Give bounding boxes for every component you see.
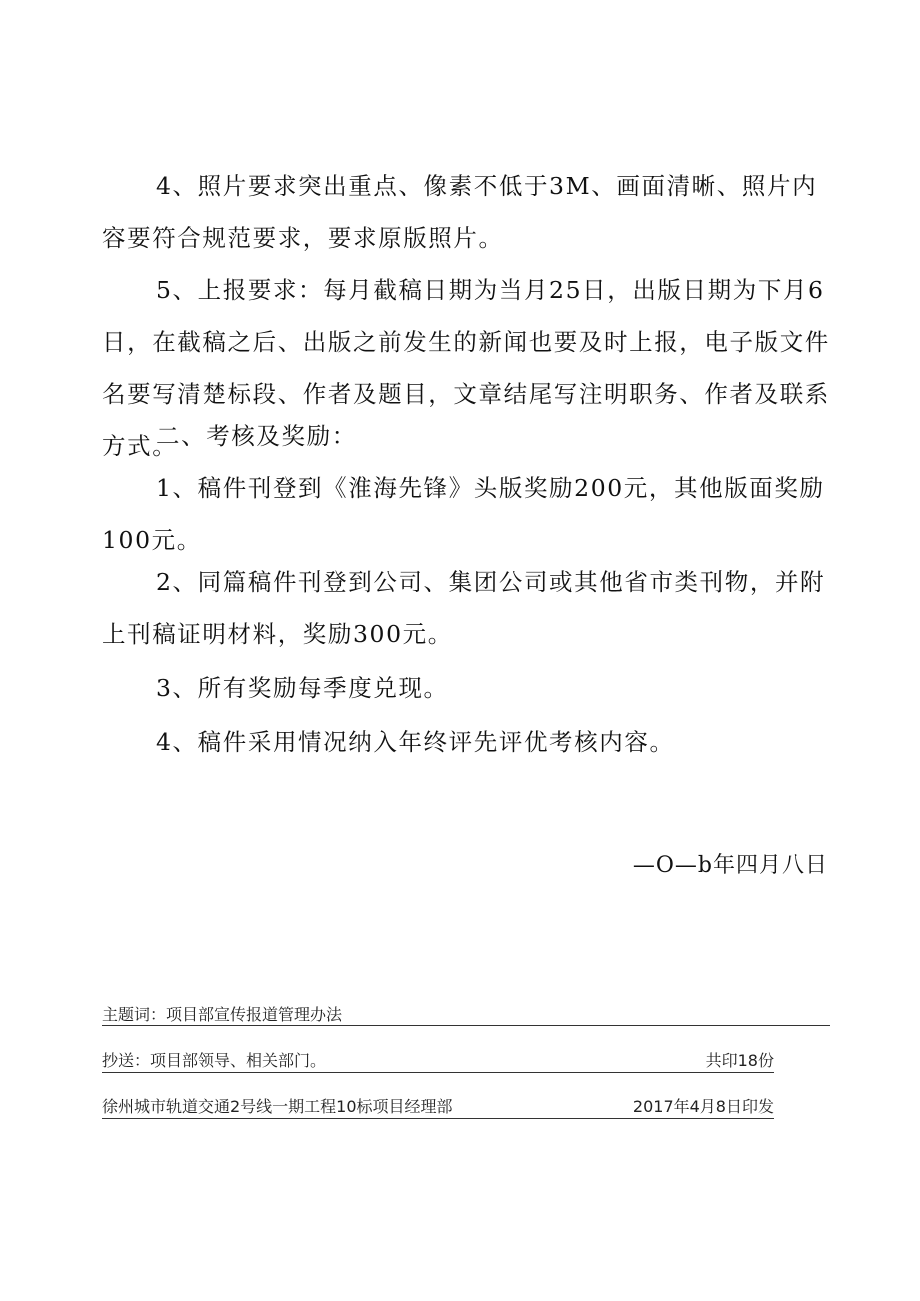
footer-copies: 共印18份 (705, 1051, 774, 1070)
footer-issuer-row (102, 1096, 774, 1118)
paragraph-photo-requirements: 4、照片要求突出重点、像素不低于3M、画面清晰、照片内容要符合规范要求，要求原版照片。 (102, 172, 818, 252)
signature-date: —O—b年四月八日 (632, 853, 828, 878)
section-heading-assessment-rewards: 二、考核及奖励： (156, 422, 357, 450)
footer-keywords: 主题词：项目部宣传报道管理办法 (102, 1005, 343, 1024)
footer-divider-middle (102, 1072, 774, 1073)
paragraph-submission-requirements: 5、上报要求：每月截稿日期为当月25日，出版日期为下月6日，在截稿之后、出版之前发生的新闻也要及时上报，电子版文件名要写清楚标段、作者及题目，文章结尾写注明职务、作者及联系方式。 (102, 276, 830, 460)
footer-divider-top (102, 1025, 830, 1026)
paragraph-reward-1: 1、稿件刊登到《淮海先锋》头版奖励200元，其他版面奖励100元。 (102, 474, 825, 554)
footer-issuer: 徐州城市轨道交通2号线一期工程10标项目经理部 (102, 1097, 453, 1116)
footer-divider-bottom (102, 1118, 774, 1119)
footer-cc: 抄送：项目部领导、相关部门。 (102, 1051, 327, 1070)
paragraph-reward-3: 3、所有奖励每季度兑现。 (156, 674, 449, 702)
paragraph-reward-4: 4、稿件采用情况纳入年终评先评优考核内容。 (156, 728, 675, 756)
footer-issue-date: 2017年4月8日印发 (632, 1097, 774, 1116)
footer-keywords-row (102, 1004, 830, 1026)
paragraph-reward-2: 2、同篇稿件刊登到公司、集团公司或其他省市类刊物，并附上刊稿证明材料，奖励300元。 (102, 568, 826, 648)
footer-cc-row (102, 1050, 774, 1072)
